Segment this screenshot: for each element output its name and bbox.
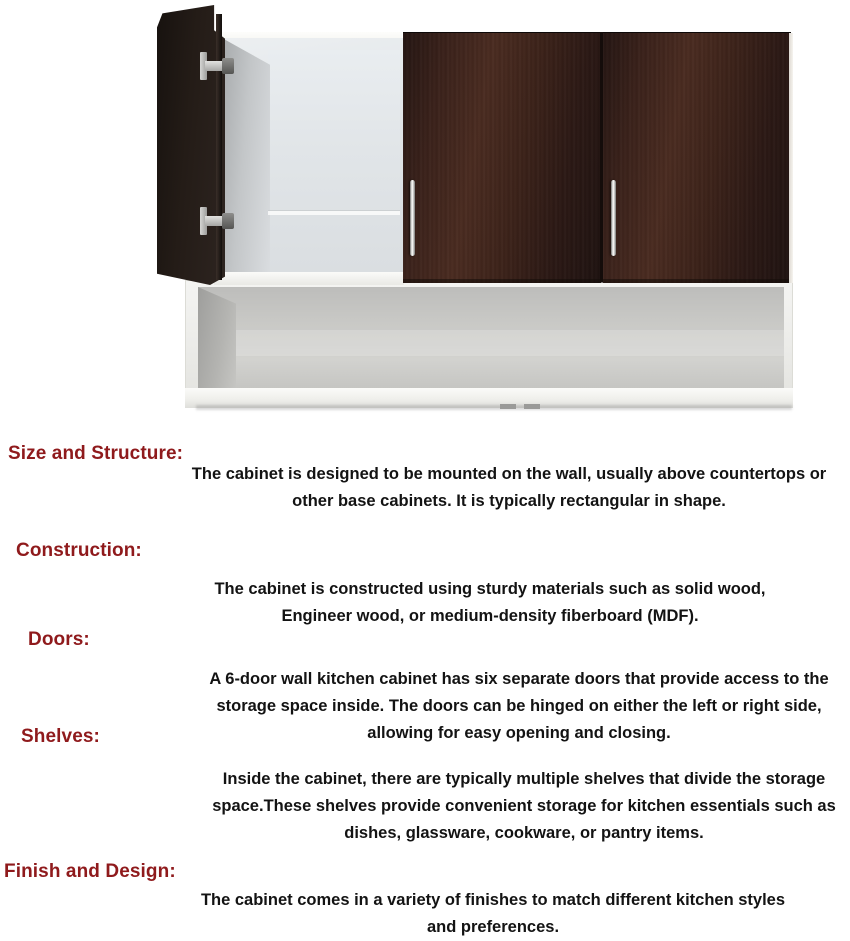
open-cabinet-door <box>157 5 225 285</box>
door-under-shadow <box>403 279 791 283</box>
section-body-finish-and-design: The cabinet comes in a variety of finishes to match different kitchen styles and preferences. <box>200 891 786 936</box>
door-handle-right <box>611 180 616 256</box>
wall-kitchen-cabinet-illustration <box>0 0 850 430</box>
section-body-construction: The cabinet is constructed using sturdy materials such as solid wood, Engineer wood, or medium-density fiberboard (MDF). <box>214 580 766 625</box>
door-handle-left <box>410 180 415 256</box>
wood-grain-door-left <box>403 32 601 283</box>
section-heading-construction: Construction: <box>16 540 142 561</box>
section-heading-doors: Doors: <box>28 629 90 650</box>
cabinet-bottom-shadow <box>196 405 792 410</box>
door-gap <box>600 32 603 282</box>
hinge-cup <box>222 213 234 229</box>
compartment-bottom-rail <box>214 272 404 285</box>
section-heading-shelves: Shelves: <box>21 726 100 747</box>
cabinet-bottom-clip <box>500 404 516 409</box>
cabinet-right-edge <box>789 33 793 283</box>
cabinet-bottom-clip <box>524 404 540 409</box>
section-body-shelves: Inside the cabinet, there are typically multiple shelves that divide the storage space.These shelves provide convenient storage for kitchen essentials such as dishes, glassware, cookware, or pantry items. <box>212 770 836 842</box>
section-body-doors: A 6-door wall kitchen cabinet has six separate doors that provide access to the storage space inside. The doors can be hinged on either the left or right side, allowing for easy opening and closing. <box>209 670 829 742</box>
wood-grain-door-right <box>603 32 791 283</box>
compartment-back-panel <box>268 50 400 272</box>
section-heading-finish-and-design: Finish and Design: <box>4 861 176 882</box>
section-heading-size-and-structure: Size and Structure: <box>8 443 184 464</box>
product-image <box>0 0 850 430</box>
hinge-cup <box>222 58 234 74</box>
cabinet-hinge-bottom <box>200 203 234 239</box>
cabinet-hinge-top <box>200 48 234 84</box>
section-body-size-and-structure: The cabinet is designed to be mounted on the wall, usually above countertops or other base cabinets. It is typically rectangular in shape. <box>191 465 827 510</box>
interior-shelf <box>268 210 400 215</box>
lower-shelf-highlight-band <box>236 330 784 356</box>
lower-shelf-side-wall <box>198 287 236 391</box>
